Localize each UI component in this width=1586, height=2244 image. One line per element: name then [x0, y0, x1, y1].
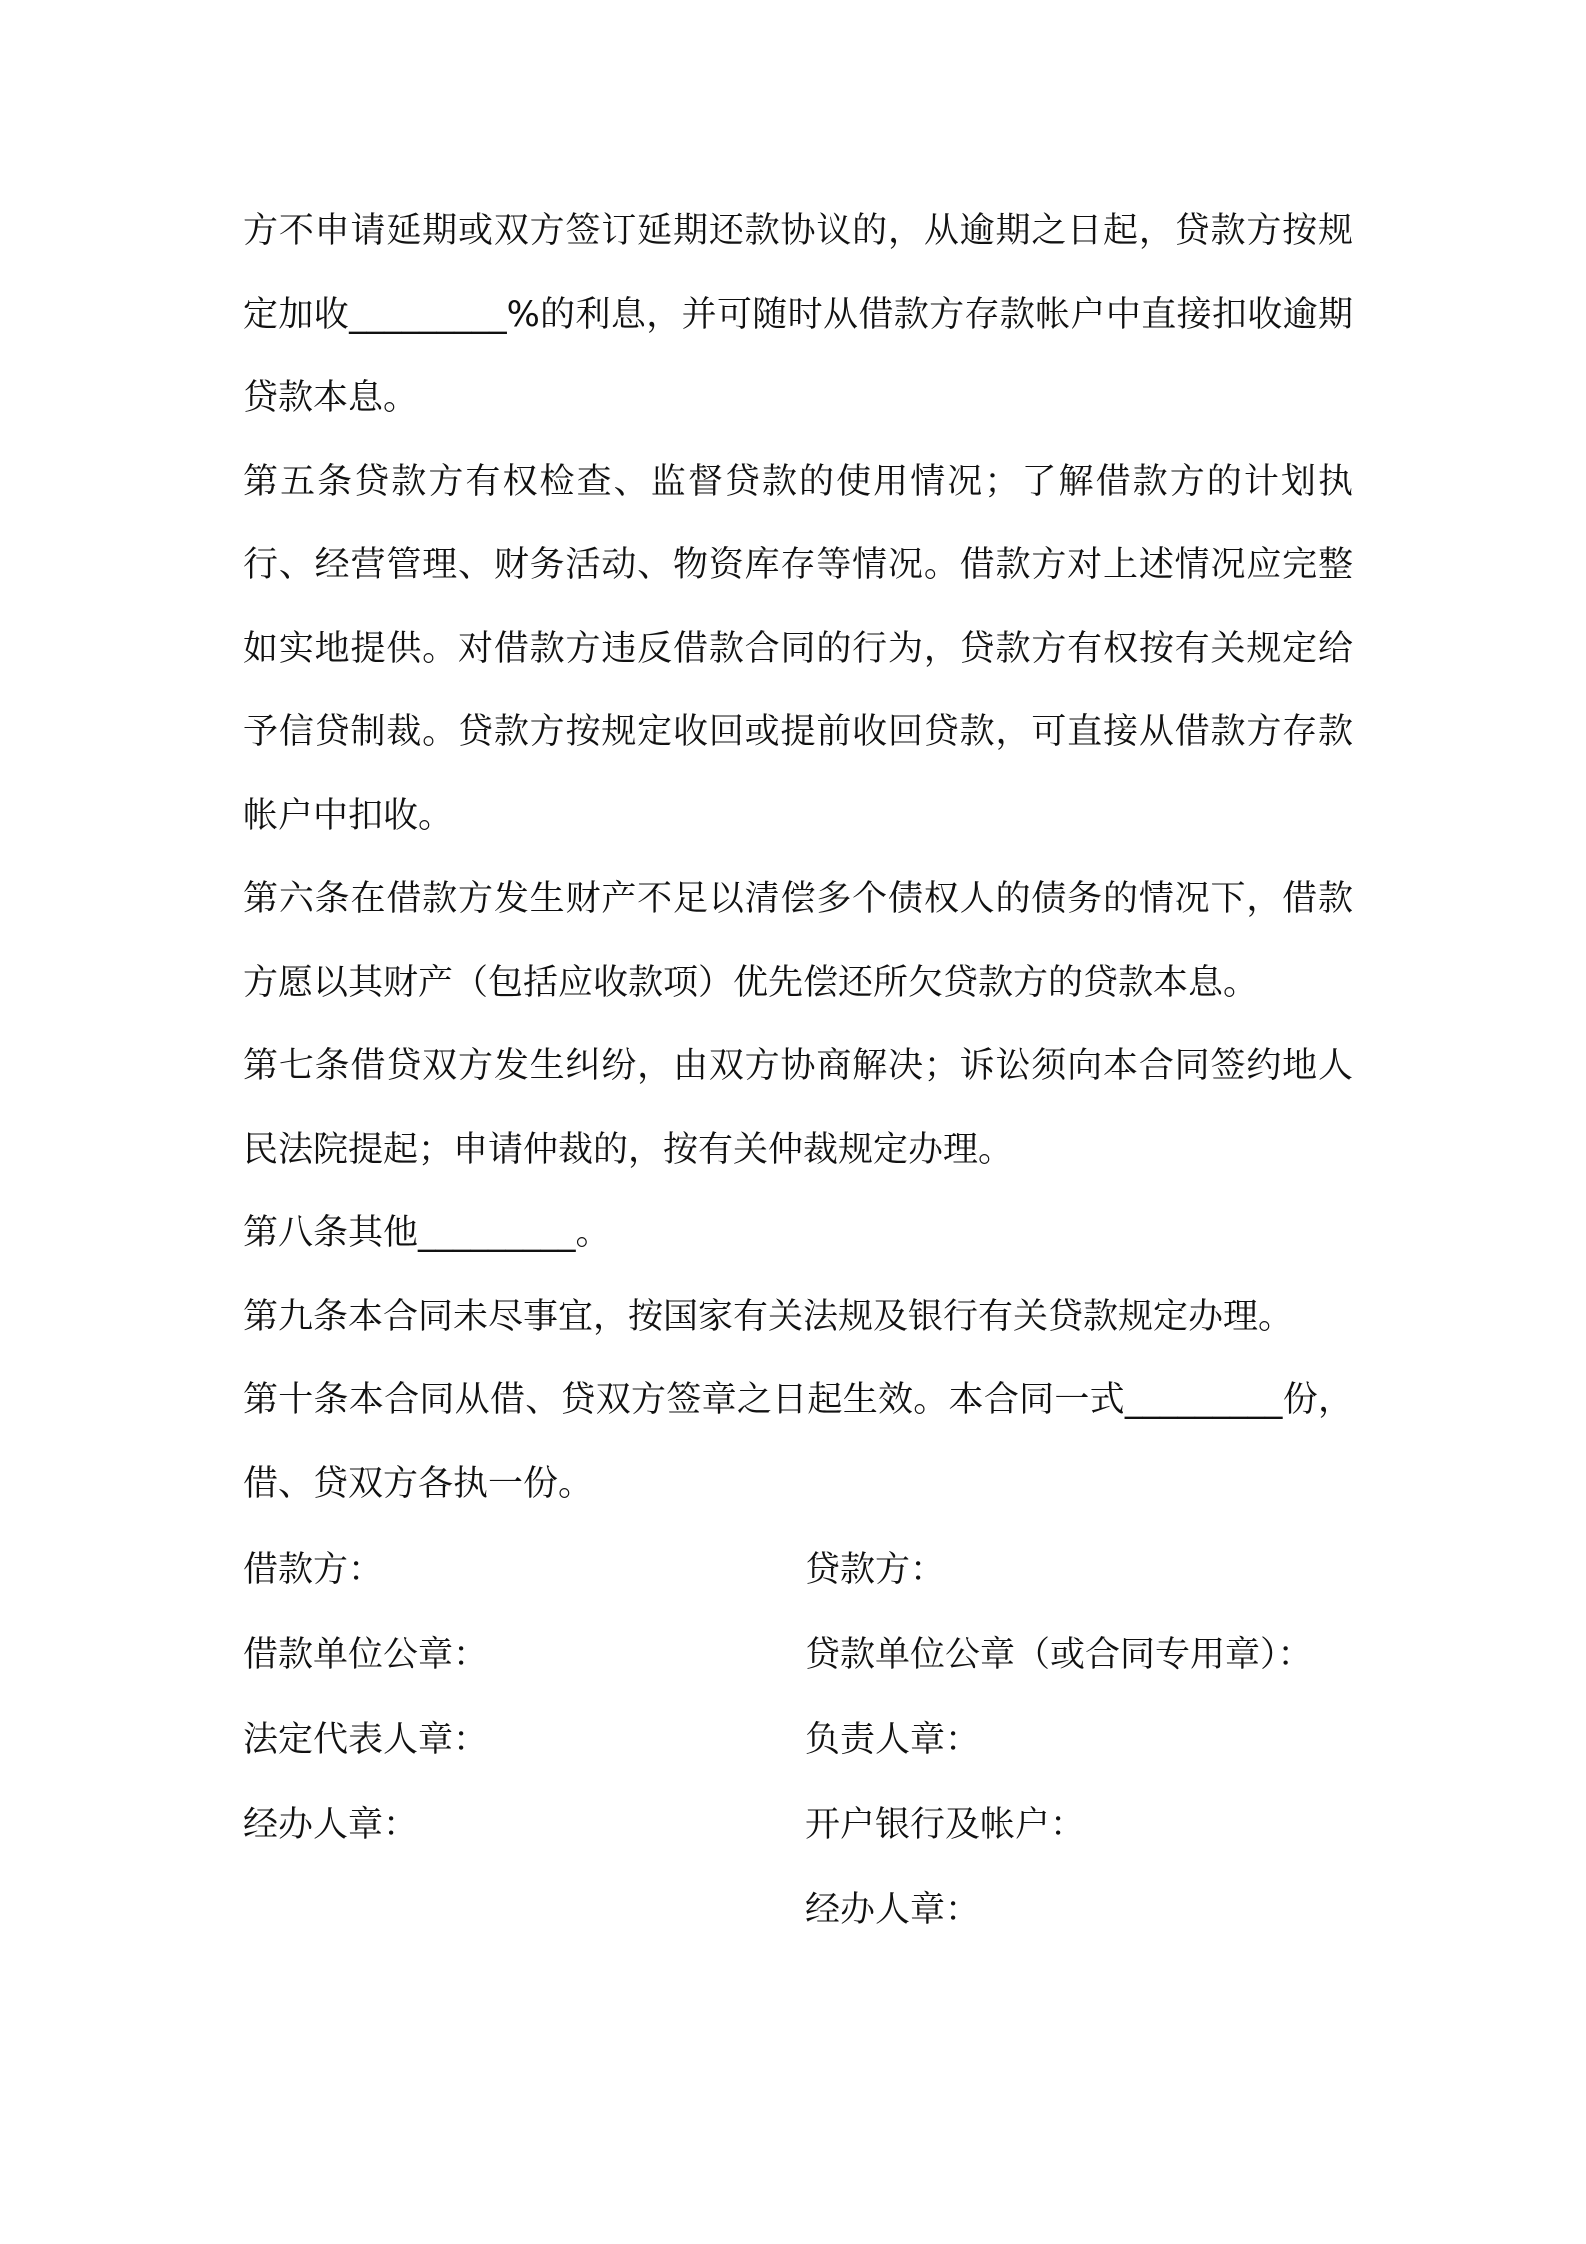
- borrower-seal-label: 借款单位公章：: [243, 1635, 489, 1675]
- borrower-label: 借款方：: [243, 1550, 384, 1590]
- lender-seal-label: 贷款单位公章（或合同专用章）：: [805, 1635, 1313, 1675]
- paragraph-article-8: 第八条其他_________。: [243, 1213, 611, 1253]
- contract-body: [243, 190, 1353, 1526]
- bank-account-label: 开户银行及帐户：: [805, 1805, 1086, 1845]
- signature-row: [243, 1613, 1353, 1698]
- legal-representative-seal-label: 法定代表人章：: [243, 1720, 489, 1760]
- paragraph-article-9: 第九条本合同未尽事宜，按国家有关法规及银行有关贷款规定办理。: [243, 1296, 1294, 1337]
- signature-row: [243, 1528, 1353, 1613]
- lender-handler-seal-label: 经办人章：: [805, 1890, 981, 1930]
- signature-row: [243, 1698, 1353, 1783]
- signature-row: [243, 1783, 1353, 1868]
- paragraph-article-7: 第七条借贷双方发生纠纷，由双方协商解决；诉讼须向本合同签约地人民法院提起；申请仲裁的，按有关仲裁规定办理。: [243, 1046, 1353, 1170]
- paragraph-overdue-interest: 方不申请延期或双方签订延期还款协议的，从逾期之日起，贷款方按规定加收_________%的利息，并可随时从借款方存款帐户中直接扣收逾期贷款本息。: [243, 211, 1353, 418]
- paragraph-article-6: 第六条在借款方发生财产不足以清偿多个债权人的债务的情况下，借款方愿以其财产（包括应收款项）优先偿还所欠贷款方的贷款本息。: [243, 879, 1353, 1003]
- paragraph-article-10: 第十条本合同从借、贷双方签章之日起生效。本合同一式_________份，借、贷双方各执一份。: [243, 1380, 1353, 1504]
- signature-row: [243, 1868, 1353, 1953]
- empty-cell: [243, 1868, 805, 1953]
- lender-label: 贷款方：: [805, 1550, 946, 1590]
- borrower-handler-seal-label: 经办人章：: [243, 1805, 419, 1845]
- responsible-person-seal-label: 负责人章：: [805, 1720, 981, 1760]
- signature-block: [243, 1528, 1353, 1953]
- paragraph-article-5: 第五条贷款方有权检查、监督贷款的使用情况；了解借款方的计划执行、经营管理、财务活动、物资库存等情况。借款方对上述情况应完整如实地提供。对借款方违反借款合同的行为，贷款方有权按有关规定给予信贷制裁。贷款方按规定收回或提前收回贷款，可直接从借款方存款帐户中扣收。: [243, 461, 1353, 836]
